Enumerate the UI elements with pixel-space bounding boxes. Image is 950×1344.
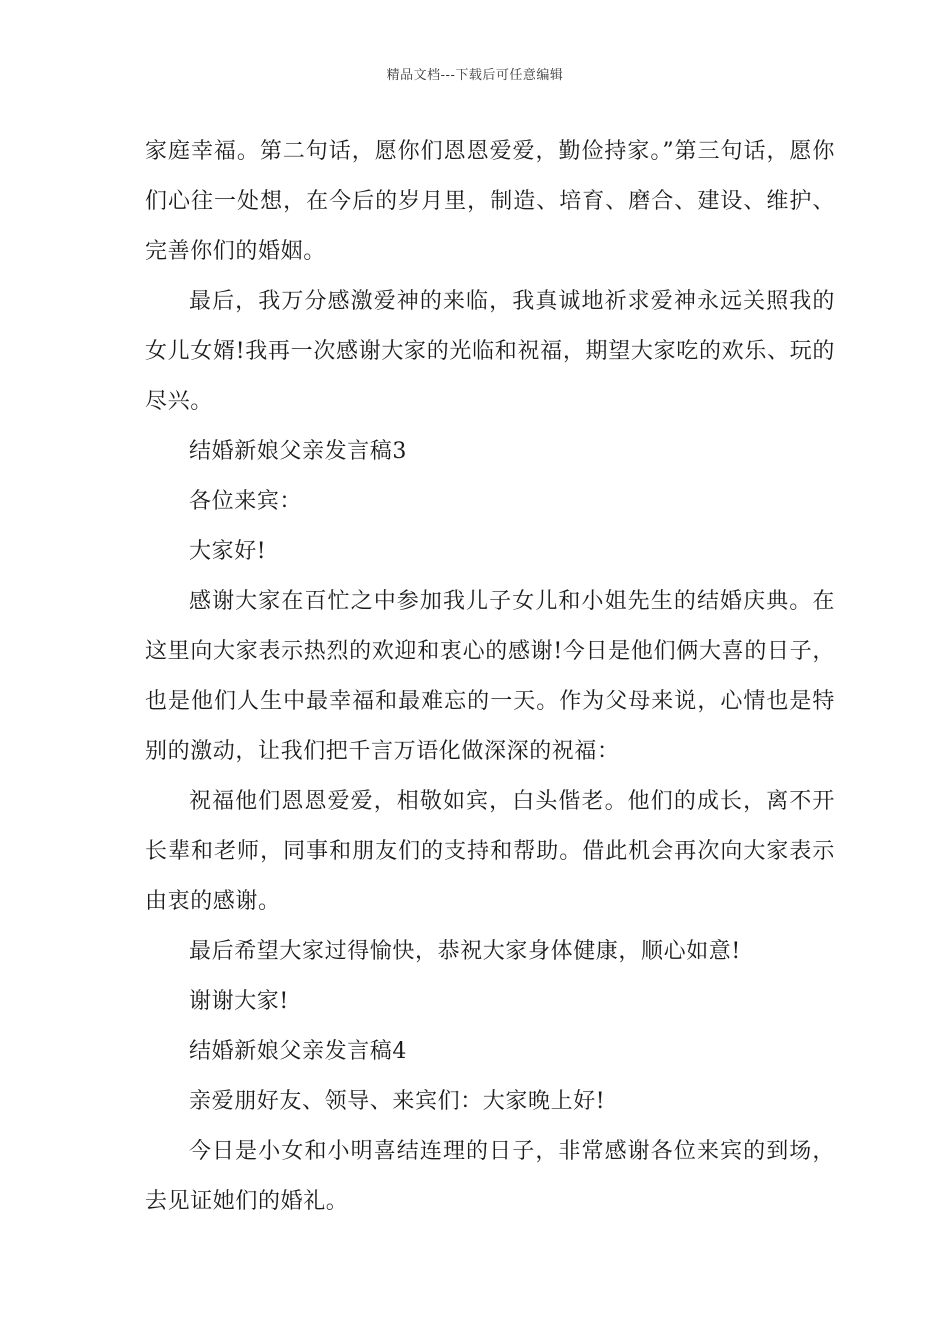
paragraph-thank-you: 谢谢大家! xyxy=(189,989,289,1014)
salutation: 各位来宾： xyxy=(189,489,303,514)
paragraph-wedding: 今日是小女和小明喜结连理的日子，非常感谢各位来宾的到场，去见证她们的婚礼。 xyxy=(145,1139,835,1214)
paragraph-blessing: 祝福他们恩恩爱爱，相敬如宾，白头偕老。他们的成长，离不开长辈和老师，同事和朋友们的支持和帮助。借此机会再次向大家表示由衷的感谢。 xyxy=(145,789,835,914)
greeting: 大家好! xyxy=(189,539,267,564)
paragraph-1: 家庭幸福。第二句话，愿你们恩恩爱爱，勤俭持家。”第三句话，愿你们心往一处想，在今后的岁月里，制造、培育、磨合、建设、维护、完善你们的婚姻。 xyxy=(145,139,835,264)
salutation-4: 亲爱朋好友、领导、来宾们：大家晚上好! xyxy=(189,1089,606,1114)
document-body xyxy=(145,127,835,1227)
section-title-4: 结婚新娘父亲发言稿4 xyxy=(189,1039,407,1064)
section-title-3: 结婚新娘父亲发言稿3 xyxy=(189,439,407,464)
paragraph-2: 最后，我万分感激爱神的来临，我真诚地祈求爱神永远关照我的女儿女婿!我再一次感谢大家的光临和祝福，期望大家吃的欢乐、玩的尽兴。 xyxy=(145,289,835,414)
paragraph-wishes: 最后希望大家过得愉快，恭祝大家身体健康，顺心如意! xyxy=(189,939,741,964)
paragraph-thanks: 感谢大家在百忙之中参加我儿子女儿和小姐先生的结婚庆典。在这里向大家表示热烈的欢迎和衷心的感谢!今日是他们俩大喜的日子，也是他们人生中最幸福和最难忘的一天。作为父母来说，心情也是特别的激动，让我们把千言万语化做深深的祝福： xyxy=(145,589,835,764)
page-header: 精品文档---下载后可任意编辑 xyxy=(386,68,564,83)
